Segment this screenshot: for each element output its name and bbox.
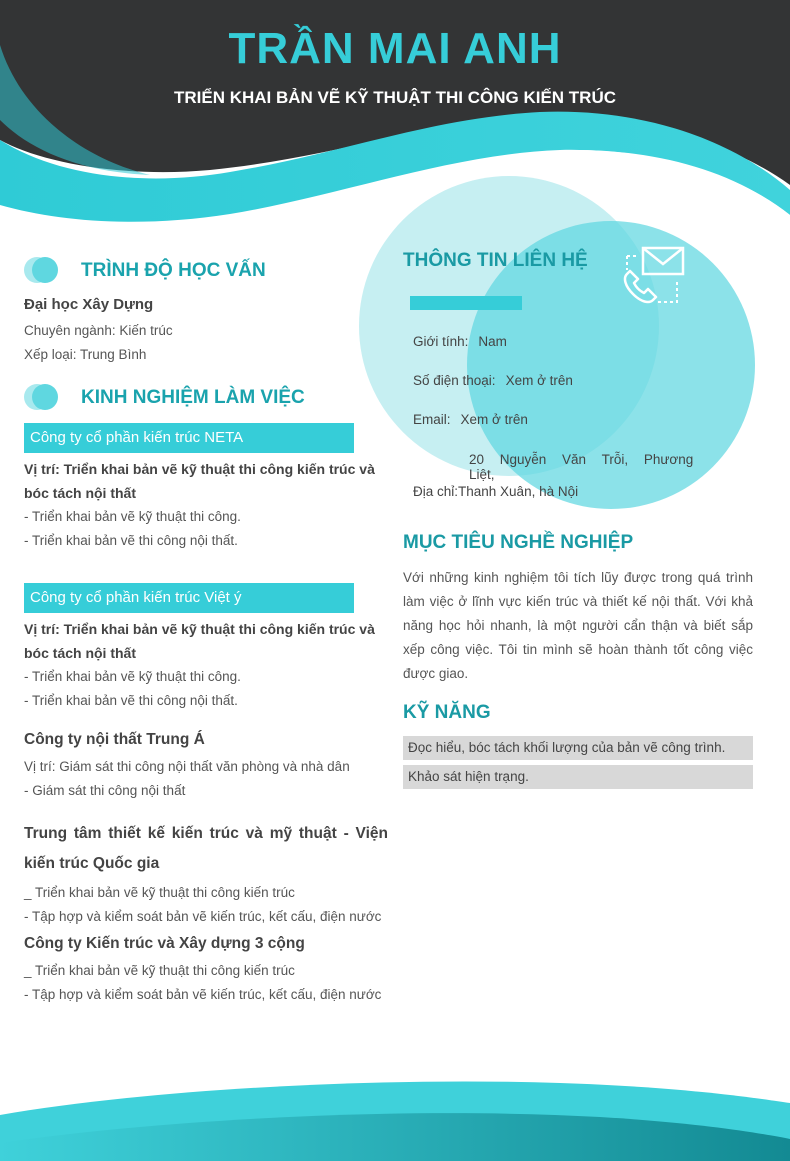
objective-text: Với những kinh nghiệm tôi tích lũy được trong quá trình làm việc ở lĩnh vực kiến trúc và thiết kế nội thất. Với khả năng học hỏi nhanh, là một người cẩn thận và biết sắp xếp công việc. Tôi tin mình sẽ hoàn thành tốt công việc được giao.: [403, 570, 753, 681]
address-label: Địa chỉ:: [413, 484, 459, 499]
candidate-name: TRẦN MAI ANH: [228, 24, 562, 73]
job-duty: - Tập hợp và kiểm soát bản vẽ kiến trúc, kết cấu, điện nước: [24, 987, 382, 1002]
gender-label: Giới tính:: [413, 334, 469, 349]
contact-title: THÔNG TIN LIÊN HỆ: [403, 250, 588, 271]
company-trung-a: Công ty nội thất Trung Á: [24, 731, 205, 748]
bubble-icon: [24, 384, 62, 412]
job-duty: - Triển khai bản vẽ kỹ thuật thi công.: [24, 509, 241, 524]
address-line-1: 20 Nguyễn Văn Trỗi, Phương Liệt,: [469, 452, 694, 482]
objective-section: [403, 532, 753, 686]
education-grade: Xếp loại: Trung Bình: [24, 347, 147, 362]
job-duty: _ Triển khai bản vẽ kỹ thuật thi công kiến trúc: [24, 885, 295, 900]
address-value: Thanh Xuân, hà Nội: [458, 484, 579, 499]
phone-label: Số điện thoại:: [413, 373, 496, 388]
education-major: Chuyên ngành: Kiến trúc: [24, 323, 173, 338]
bubble-icon: [24, 257, 62, 285]
contact-accent-bar: [410, 296, 522, 310]
job-title: TRIỂN KHAI BẢN VẼ KỸ THUẬT THI CÔNG KIẾN TRÚC: [174, 88, 616, 107]
skills-section: [403, 702, 753, 789]
experience-title: KINH NGHIỆM LÀM VIỆC: [81, 387, 305, 408]
footer-background: [0, 1071, 790, 1161]
education-title: TRÌNH ĐỘ HỌC VẤN: [81, 260, 266, 281]
phone-value: Xem ở trên: [505, 373, 573, 388]
email-label: Email:: [413, 412, 451, 427]
job-position: Vị trí: Triển khai bản vẽ kỹ thuật thi công kiến trúc và bóc tách nội thất: [24, 621, 375, 661]
company-vien-kien-truc: Trung tâm thiết kế kiến trúc và mỹ thuật - Viện kiến trúc Quốc gia: [24, 825, 388, 872]
contact-phone: [413, 373, 573, 388]
phone-mail-icon: [621, 246, 687, 308]
education-school: Đại học Xây Dựng: [24, 296, 154, 313]
contact-gender: [413, 334, 507, 349]
skill-item: Đọc hiểu, bóc tách khối lượng của bản vẽ công trình.: [403, 736, 753, 760]
job-duty: - Triển khai bản vẽ thi công nội thất.: [24, 533, 238, 548]
right-column: [403, 250, 753, 784]
company-3-cong: Công ty Kiến trúc và Xây dựng 3 cộng: [24, 935, 305, 952]
job-duty: - Triển khai bản vẽ kỹ thuật thi công.: [24, 669, 241, 684]
email-value: Xem ở trên: [460, 412, 528, 427]
job-duty: - Giám sát thi công nội thất: [24, 783, 186, 798]
job-duty: _ Triển khai bản vẽ kỹ thuật thi công kiến trúc: [24, 963, 295, 978]
job-duty: - Tập hợp và kiểm soát bản vẽ kiến trúc, kết cấu, điện nước: [24, 909, 382, 924]
skill-item: Khảo sát hiện trạng.: [403, 765, 753, 789]
objective-title: MỤC TIÊU NGHỀ NGHIỆP: [403, 532, 634, 553]
left-column: [24, 254, 388, 1007]
experience-heading: [24, 381, 388, 415]
job-position: Vị trí: Triển khai bản vẽ kỹ thuật thi công kiến trúc và bóc tách nội thất: [24, 461, 375, 501]
company-bar-neta: Công ty cổ phần kiến trúc NETA: [24, 423, 354, 453]
company-bar-viet-y: Công ty cổ phần kiến trúc Việt ý: [24, 583, 354, 613]
skills-title: KỸ NĂNG: [403, 702, 491, 723]
education-heading: [24, 254, 388, 288]
contact-email: [413, 412, 528, 427]
address-line-2: [413, 484, 578, 499]
job-duty: - Triển khai bản vẽ thi công nội thất.: [24, 693, 238, 708]
job-position: Vị trí: Giám sát thi công nội thất văn phòng và nhà dân: [24, 759, 350, 774]
gender-value: Nam: [478, 334, 507, 349]
